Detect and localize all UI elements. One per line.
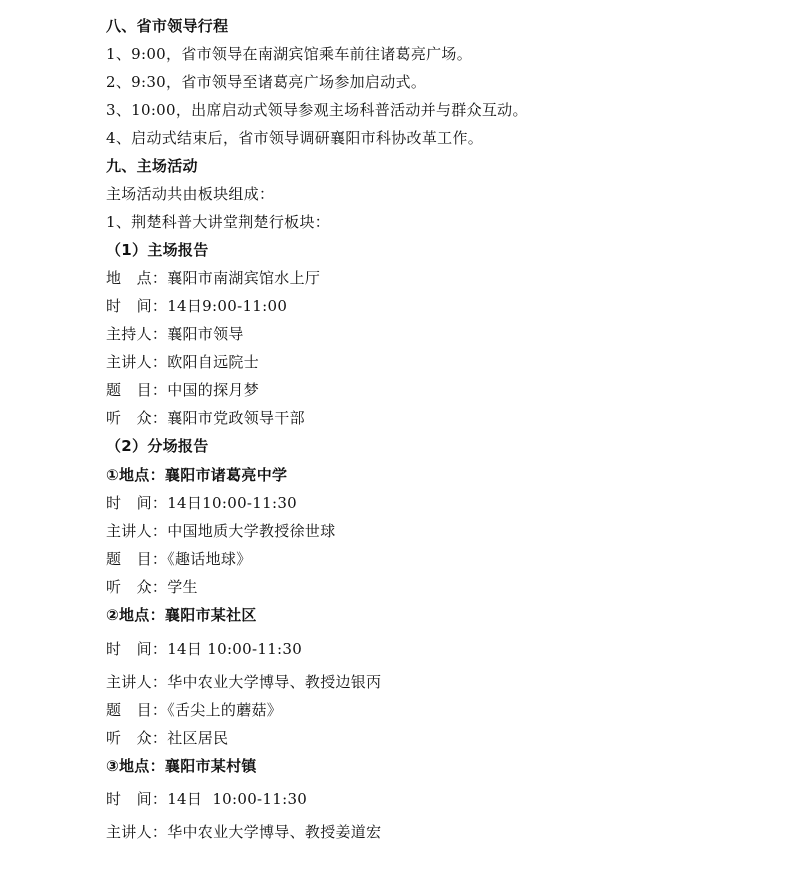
detail-time: 时 间：14日 10:00-11:30 — [106, 790, 308, 808]
paragraph: 主场活动共由板块组成： — [106, 185, 275, 203]
detail-audience: 听 众：学生 — [106, 578, 198, 596]
detail-host: 主持人：襄阳市领导 — [106, 325, 244, 343]
itinerary-item: 4、启动式结束后，省市领导调研襄阳市科协改革工作。 — [106, 129, 484, 147]
detail-speaker: 主讲人：华中农业大学博导、教授边银丙 — [106, 673, 382, 691]
paragraph: 1、荆楚科普大讲堂荆楚行板块： — [106, 213, 331, 231]
subheading-main-report: （1）主场报告 — [106, 241, 209, 259]
section-heading-main-activity: 九、主场活动 — [106, 157, 198, 175]
detail-speaker: 主讲人：华中农业大学博导、教授姜道宏 — [106, 823, 382, 841]
detail-time: 时 间：14日9:00-11:00 — [106, 297, 288, 315]
itinerary-item: 2、9:30，省市领导至诸葛亮广场参加启动式。 — [106, 73, 427, 91]
detail-topic: 题 目：中国的探月梦 — [106, 381, 260, 399]
itinerary-item: 1、9:00，省市领导在南湖宾馆乘车前往诸葛亮广场。 — [106, 45, 473, 63]
detail-speaker: 主讲人：中国地质大学教授徐世球 — [106, 522, 336, 540]
itinerary-item: 3、10:00，出席启动式领导参观主场科普活动并与群众互动。 — [106, 101, 528, 119]
detail-topic: 题 目：《舌尖上的蘑菇》 — [106, 701, 283, 719]
section-heading-itinerary: 八、省市领导行程 — [106, 17, 229, 35]
detail-time: 时 间：14日10:00-11:30 — [106, 494, 298, 512]
detail-time: 时 间：14日 10:00-11:30 — [106, 640, 303, 658]
subheading-branch-report: （2）分场报告 — [106, 437, 209, 455]
venue-heading: ②地点：襄阳市某社区 — [106, 606, 257, 624]
detail-speaker: 主讲人：欧阳自远院士 — [106, 353, 260, 371]
detail-audience: 听 众：襄阳市党政领导干部 — [106, 409, 305, 427]
venue-heading: ①地点：襄阳市诸葛亮中学 — [106, 466, 288, 484]
detail-topic: 题 目：《趣话地球》 — [106, 550, 252, 568]
detail-audience: 听 众：社区居民 — [106, 729, 229, 747]
venue-heading: ③地点：襄阳市某村镇 — [106, 757, 257, 775]
detail-location: 地 点：襄阳市南湖宾馆水上厅 — [106, 269, 321, 287]
